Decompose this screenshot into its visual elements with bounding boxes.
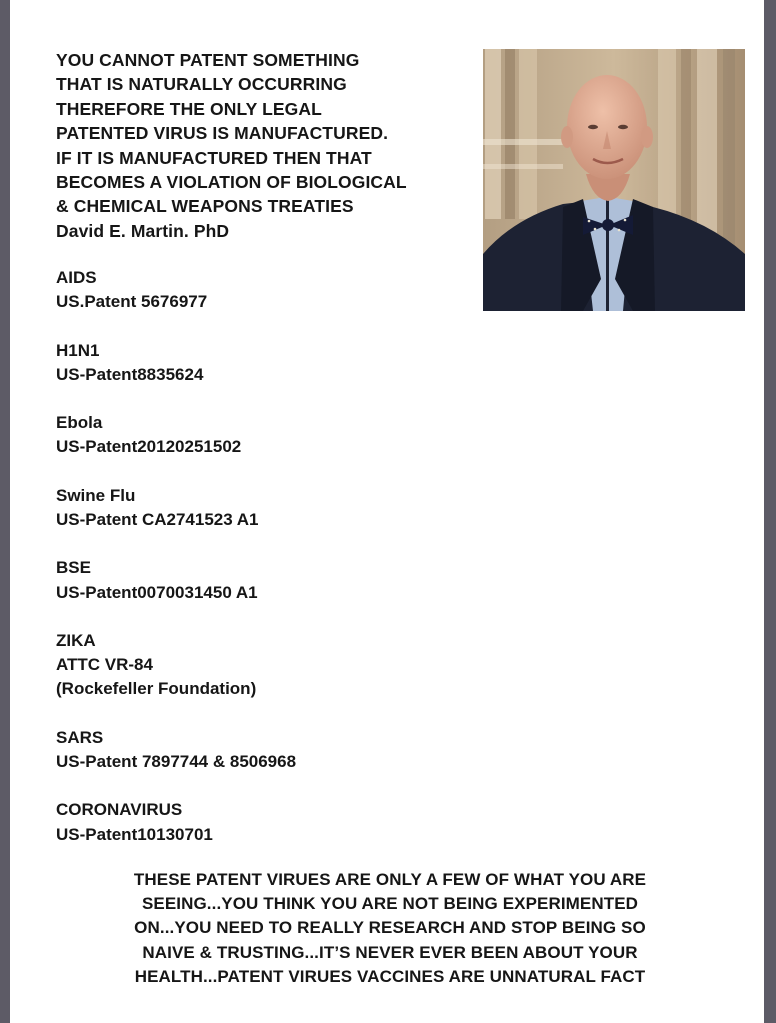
headline-line: YOU CANNOT PATENT SOMETHING [56,50,360,70]
headline-line: BECOMES A VIOLATION OF BIOLOGICAL [56,172,407,193]
footer-line: HEALTH...PATENT VIRUES VACCINES ARE UNNATURAL FACT [134,966,646,986]
headline-line: PATENTED VIRUS IS MANUFACTURED. [56,123,389,144]
headline-line: IF IT IS MANUFACTURED THEN THAT [56,147,372,168]
footer-statement [50,868,730,989]
virus-name: Ebola [56,413,103,433]
patent-number: US.Patent 5676977 [56,292,208,312]
patent-number: US-Patent0070031450 A1 [56,582,258,602]
patent-list [56,266,556,871]
patent-number: US-Patent20120251502 [56,437,242,457]
virus-name: Swine Flu [56,485,136,505]
patent-note: (Rockefeller Foundation) [56,679,257,699]
headline-line: THAT IS NATURALLY OCCURRING [56,74,347,95]
patent-entry-zika [56,629,556,702]
footer-line: THESE PATENT VIRUES ARE ONLY A FEW OF WHAT YOU ARE [133,870,647,889]
patent-entry-ebola [56,411,556,459]
patent-number: US-Patent CA2741523 A1 [56,509,259,529]
headline-line: THEREFORE THE ONLY LEGAL [56,98,322,119]
patent-number: US-Patent8835624 [56,364,204,384]
patent-entry-aids [56,266,556,314]
patent-entry-swine-flu [56,484,556,532]
post-card [10,0,764,1023]
virus-name: AIDS [56,268,97,287]
virus-name: BSE [56,558,91,578]
headline-block [56,48,486,243]
patent-entry-h1n1 [56,339,556,387]
patent-entry-sars [56,726,556,774]
patent-number: US-Patent 7897744 & 8506968 [56,751,297,771]
virus-name: H1N1 [56,340,100,360]
patent-number: US-Patent10130701 [56,824,213,844]
footer-line: SEEING...YOU THINK YOU ARE NOT BEING EXPERIMENTED [141,894,639,914]
footer-line: NAIVE & TRUSTING...IT’S NEVER EVER BEEN ABOUT YOUR [142,942,638,962]
patent-number: ATTC VR-84 [56,655,153,675]
headline-line: & CHEMICAL WEAPONS TREATIES [56,196,354,217]
virus-name: CORONAVIRUS [56,800,183,820]
footer-line: ON...YOU NEED TO REALLY RESEARCH AND STOP BEING SO [134,918,646,938]
patent-entry-coronavirus [56,798,556,846]
virus-name: ZIKA [56,630,96,650]
patent-entry-bse [56,556,556,604]
virus-name: SARS [56,727,104,747]
attribution: David E. Martin. PhD [56,220,230,241]
